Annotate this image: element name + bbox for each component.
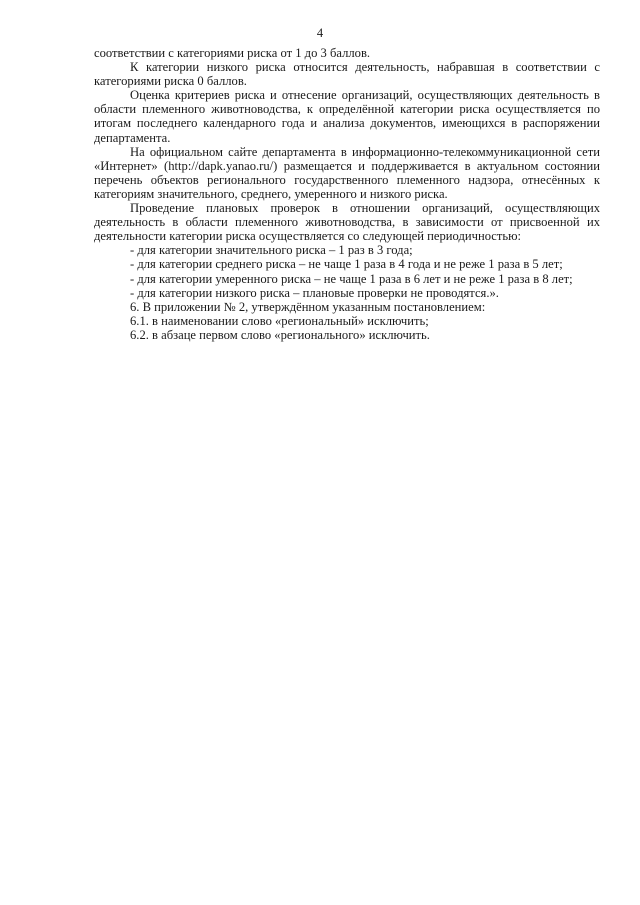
paragraph-risk-assessment: Оценка критериев риска и отнесение организаций, осуществляющих деятельность в области племенного животноводства, к определённой категории риска осуществляется по итогам последнего календарного года и анализа документов, имеющихся в распоряжении департамента. — [94, 88, 600, 145]
paragraph-appendix-2: 6. В приложении № 2, утверждённом указанным постановлением: — [130, 299, 486, 314]
list-item-significant-risk: - для категории значительного риска – 1 раз в 3 года; — [130, 243, 413, 258]
paragraph-website-list: На официальном сайте департамента в информационно-телекоммуникационной сети «Интернет» (http://dapk.yanao.ru/) размещается и поддерживается в актуальном состоянии перечень объектов регионального государственного племенного надзора, отнесённых к категориям значительного, среднего, умеренного и низкого риска. — [94, 144, 600, 201]
paragraph-continuation: соответствии с категориями риска от 1 до 3 баллов. — [94, 46, 371, 60]
list-item-low-risk: - для категории низкого риска – плановые проверки не проводятся.». — [130, 285, 499, 300]
paragraph-item-6-1: 6.1. в наименовании слово «региональный» исключить; — [130, 313, 429, 328]
page-number: 4 — [316, 26, 324, 40]
paragraph-low-risk: К категории низкого риска относится деятельность, набравшая в соответствии с категориями риска 0 баллов. — [94, 60, 600, 89]
document-body — [94, 46, 600, 342]
paragraph-planned-inspections: Проведение плановых проверок в отношении организаций, осуществляющих деятельность в области племенного животноводства, в зависимости от присвоенной их деятельности категории риска осуществляется со следующей периодичностью: — [94, 201, 600, 244]
list-item-moderate-risk: - для категории умеренного риска – не чаще 1 раза в 6 лет и не реже 1 раза в 8 лет; — [130, 271, 573, 286]
paragraph-item-6-2: 6.2. в абзаце первом слово «регионального» исключить. — [130, 327, 430, 342]
list-item-medium-risk: - для категории среднего риска – не чаще 1 раза в 4 года и не реже 1 раза в 5 лет; — [130, 257, 563, 272]
